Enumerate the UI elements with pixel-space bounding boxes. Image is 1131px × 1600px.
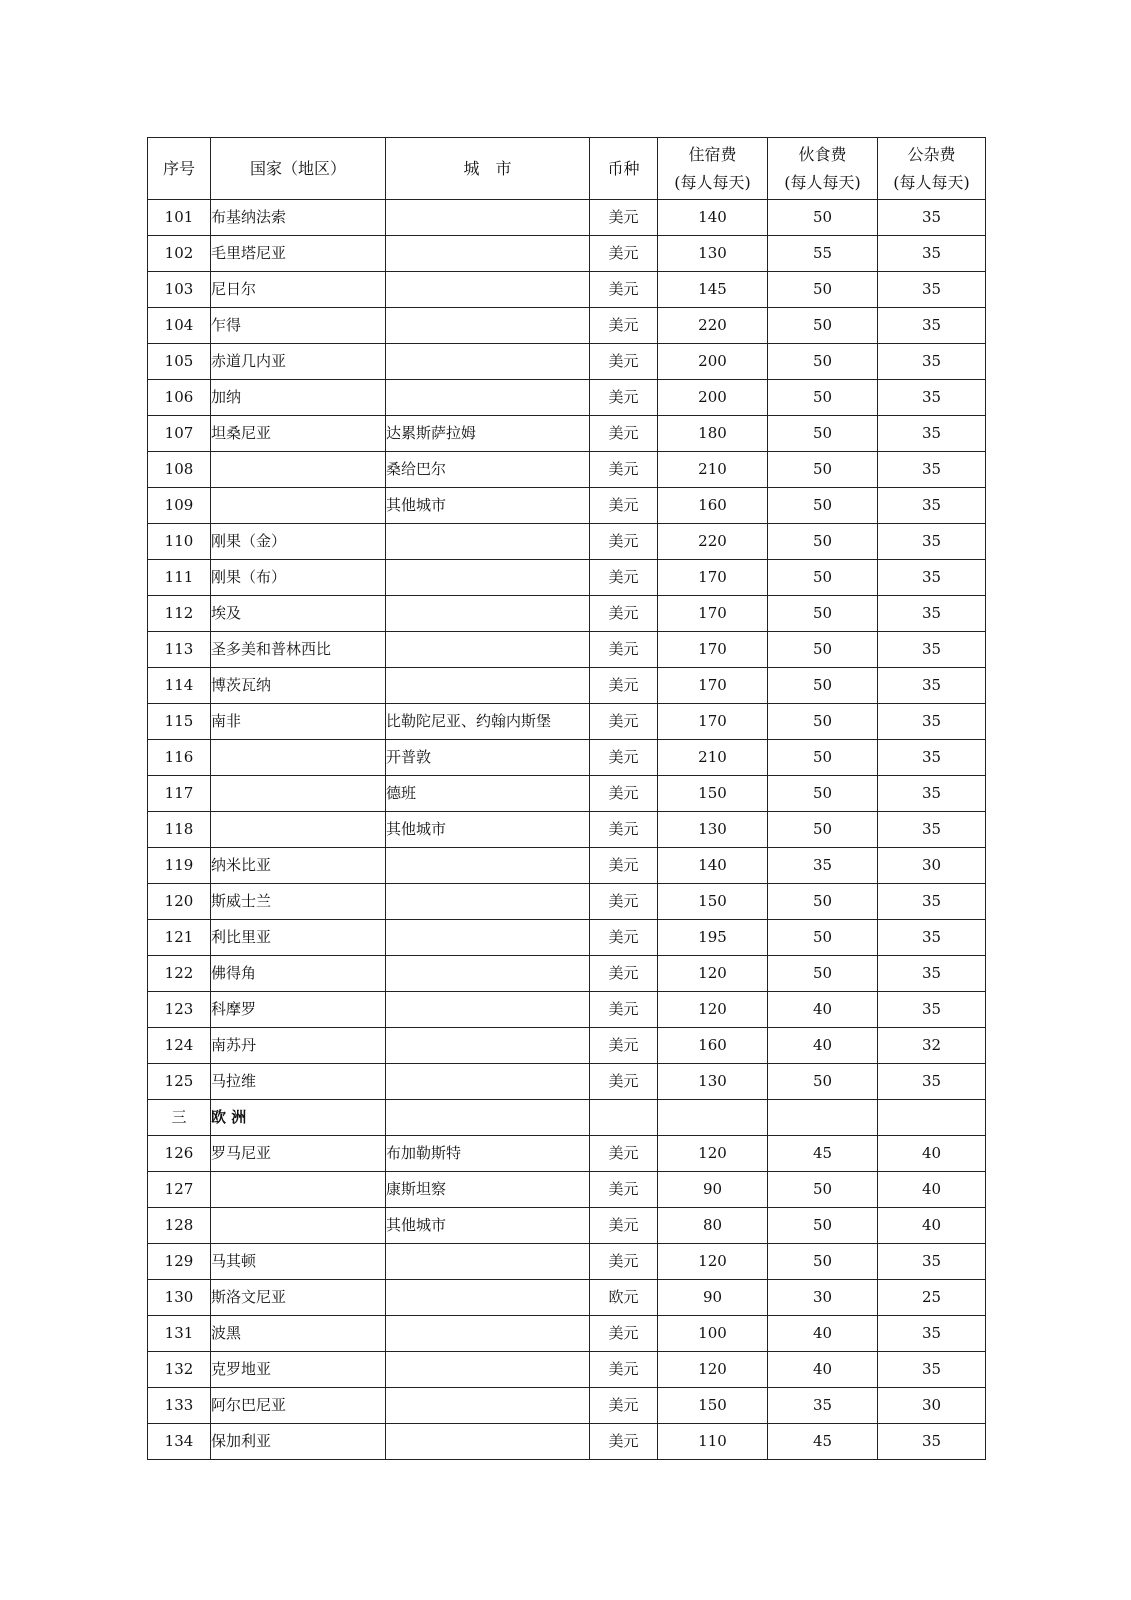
cell-no: 109 [148, 488, 211, 524]
cell-meals: 50 [768, 380, 878, 416]
table-row [148, 416, 986, 452]
cell-country: 布基纳法索 [211, 200, 386, 236]
cell-misc: 35 [878, 560, 986, 596]
cell-city [386, 596, 590, 632]
header-misc-title: 公杂费 [907, 144, 956, 164]
cell-currency: 美元 [590, 1316, 658, 1352]
cell-city [386, 200, 590, 236]
cell-meals: 35 [768, 1388, 878, 1424]
cell-meals: 50 [768, 200, 878, 236]
cell-city [386, 524, 590, 560]
cell-meals: 30 [768, 1280, 878, 1316]
cell-city [386, 1100, 590, 1136]
cell-no: 118 [148, 812, 211, 848]
cell-no: 120 [148, 884, 211, 920]
cell-no: 123 [148, 992, 211, 1028]
cell-city [386, 272, 590, 308]
header-meals [768, 138, 878, 200]
cell-city [386, 1388, 590, 1424]
cell-country [211, 1208, 386, 1244]
cell-misc: 30 [878, 1388, 986, 1424]
cell-meals: 50 [768, 524, 878, 560]
section-row [148, 1100, 986, 1136]
cell-lodging: 200 [658, 380, 768, 416]
cell-country: 阿尔巴尼亚 [211, 1388, 386, 1424]
cell-currency: 美元 [590, 920, 658, 956]
cell-country: 克罗地亚 [211, 1352, 386, 1388]
cell-meals: 40 [768, 1352, 878, 1388]
cell-misc: 35 [878, 740, 986, 776]
cell-country: 波黑 [211, 1316, 386, 1352]
cell-currency: 美元 [590, 1172, 658, 1208]
cell-currency: 美元 [590, 200, 658, 236]
cell-city [386, 1352, 590, 1388]
cell-misc: 35 [878, 1064, 986, 1100]
cell-misc: 32 [878, 1028, 986, 1064]
cell-country: 马其顿 [211, 1244, 386, 1280]
cell-meals: 50 [768, 416, 878, 452]
expense-rate-table [147, 137, 986, 1460]
cell-country: 纳米比亚 [211, 848, 386, 884]
cell-meals: 50 [768, 740, 878, 776]
cell-city [386, 848, 590, 884]
cell-meals: 40 [768, 1316, 878, 1352]
cell-misc: 30 [878, 848, 986, 884]
cell-city: 康斯坦察 [386, 1172, 590, 1208]
cell-meals: 50 [768, 308, 878, 344]
cell-lodging: 130 [658, 1064, 768, 1100]
cell-lodging: 120 [658, 1352, 768, 1388]
cell-misc: 35 [878, 236, 986, 272]
cell-no: 130 [148, 1280, 211, 1316]
cell-lodging: 200 [658, 344, 768, 380]
cell-lodging: 80 [658, 1208, 768, 1244]
cell-currency: 美元 [590, 1136, 658, 1172]
cell-misc [878, 1100, 986, 1136]
cell-city [386, 1028, 590, 1064]
cell-lodging: 120 [658, 1136, 768, 1172]
table-row [148, 308, 986, 344]
cell-country: 尼日尔 [211, 272, 386, 308]
table-row [148, 956, 986, 992]
cell-meals: 40 [768, 1028, 878, 1064]
cell-lodging: 150 [658, 1388, 768, 1424]
cell-no: 104 [148, 308, 211, 344]
cell-city [386, 632, 590, 668]
cell-misc: 25 [878, 1280, 986, 1316]
cell-lodging: 150 [658, 776, 768, 812]
table-row [148, 452, 986, 488]
cell-currency: 美元 [590, 1208, 658, 1244]
table-row [148, 812, 986, 848]
cell-city: 其他城市 [386, 1208, 590, 1244]
cell-currency: 美元 [590, 884, 658, 920]
cell-city [386, 992, 590, 1028]
cell-city [386, 1316, 590, 1352]
cell-currency: 美元 [590, 596, 658, 632]
header-meals-title: 伙食费 [798, 144, 847, 164]
cell-city [386, 380, 590, 416]
cell-meals: 50 [768, 596, 878, 632]
table-row [148, 1244, 986, 1280]
cell-city: 桑给巴尔 [386, 452, 590, 488]
cell-no: 124 [148, 1028, 211, 1064]
table-row [148, 236, 986, 272]
table-row [148, 992, 986, 1028]
cell-city [386, 920, 590, 956]
cell-city: 布加勒斯特 [386, 1136, 590, 1172]
cell-no: 127 [148, 1172, 211, 1208]
cell-country: 斯威士兰 [211, 884, 386, 920]
cell-no: 105 [148, 344, 211, 380]
cell-city [386, 308, 590, 344]
cell-country [211, 1172, 386, 1208]
table-row [148, 1028, 986, 1064]
cell-no: 126 [148, 1136, 211, 1172]
cell-meals: 50 [768, 776, 878, 812]
cell-meals: 50 [768, 1208, 878, 1244]
cell-no: 107 [148, 416, 211, 452]
cell-meals: 50 [768, 704, 878, 740]
cell-lodging: 120 [658, 1244, 768, 1280]
cell-country: 赤道几内亚 [211, 344, 386, 380]
header-city: 城 市 [386, 138, 590, 200]
cell-city [386, 668, 590, 704]
header-country: 国家（地区） [211, 138, 386, 200]
table-body [148, 200, 986, 1460]
cell-currency [590, 1100, 658, 1136]
cell-misc: 35 [878, 812, 986, 848]
cell-meals: 50 [768, 668, 878, 704]
cell-lodging: 170 [658, 596, 768, 632]
cell-no: 131 [148, 1316, 211, 1352]
cell-city [386, 236, 590, 272]
cell-currency: 美元 [590, 1064, 658, 1100]
cell-country: 刚果（布） [211, 560, 386, 596]
cell-country: 坦桑尼亚 [211, 416, 386, 452]
cell-no: 115 [148, 704, 211, 740]
cell-country: 保加利亚 [211, 1424, 386, 1460]
cell-city [386, 1280, 590, 1316]
cell-meals: 50 [768, 488, 878, 524]
header-misc-unit: (每人每天) [893, 172, 970, 192]
cell-currency: 美元 [590, 776, 658, 812]
cell-misc: 35 [878, 668, 986, 704]
cell-country [211, 488, 386, 524]
cell-misc: 35 [878, 956, 986, 992]
cell-no: 133 [148, 1388, 211, 1424]
cell-meals: 35 [768, 848, 878, 884]
cell-currency: 美元 [590, 740, 658, 776]
cell-misc: 35 [878, 272, 986, 308]
cell-lodging: 130 [658, 236, 768, 272]
cell-no: 111 [148, 560, 211, 596]
cell-lodging: 110 [658, 1424, 768, 1460]
cell-country [211, 452, 386, 488]
cell-misc: 35 [878, 416, 986, 452]
cell-meals: 50 [768, 560, 878, 596]
cell-city [386, 560, 590, 596]
cell-lodging: 90 [658, 1172, 768, 1208]
cell-lodging: 180 [658, 416, 768, 452]
cell-meals: 50 [768, 632, 878, 668]
cell-lodging: 120 [658, 956, 768, 992]
cell-meals: 55 [768, 236, 878, 272]
cell-currency: 美元 [590, 668, 658, 704]
cell-country [211, 812, 386, 848]
cell-city [386, 1064, 590, 1100]
table-row [148, 1352, 986, 1388]
cell-city: 德班 [386, 776, 590, 812]
cell-lodging: 100 [658, 1316, 768, 1352]
cell-meals: 50 [768, 1064, 878, 1100]
cell-misc: 35 [878, 1316, 986, 1352]
cell-country: 埃及 [211, 596, 386, 632]
cell-lodging: 170 [658, 560, 768, 596]
cell-misc: 40 [878, 1172, 986, 1208]
cell-country: 利比里亚 [211, 920, 386, 956]
cell-currency: 美元 [590, 416, 658, 452]
cell-misc: 35 [878, 200, 986, 236]
cell-currency: 美元 [590, 956, 658, 992]
cell-city [386, 956, 590, 992]
cell-misc: 35 [878, 1424, 986, 1460]
cell-meals: 50 [768, 452, 878, 488]
cell-country: 佛得角 [211, 956, 386, 992]
cell-currency: 美元 [590, 848, 658, 884]
cell-no: 114 [148, 668, 211, 704]
cell-lodging: 130 [658, 812, 768, 848]
table-row [148, 272, 986, 308]
cell-lodging: 160 [658, 1028, 768, 1064]
header-lodging-unit: (每人每天) [674, 172, 751, 192]
cell-misc: 35 [878, 344, 986, 380]
cell-no: 110 [148, 524, 211, 560]
table-row [148, 488, 986, 524]
table-row [148, 1136, 986, 1172]
cell-no: 102 [148, 236, 211, 272]
cell-country: 乍得 [211, 308, 386, 344]
cell-city: 比勒陀尼亚、约翰内斯堡 [386, 704, 590, 740]
cell-meals: 50 [768, 884, 878, 920]
cell-misc: 35 [878, 1352, 986, 1388]
header-lodging-title: 住宿费 [688, 144, 737, 164]
cell-city [386, 1244, 590, 1280]
table-row [148, 560, 986, 596]
cell-lodging: 140 [658, 200, 768, 236]
cell-lodging: 170 [658, 668, 768, 704]
cell-currency: 美元 [590, 632, 658, 668]
cell-city: 其他城市 [386, 812, 590, 848]
header-no: 序号 [148, 138, 211, 200]
cell-currency: 美元 [590, 380, 658, 416]
header-misc [878, 138, 986, 200]
cell-lodging: 120 [658, 992, 768, 1028]
cell-no: 129 [148, 1244, 211, 1280]
cell-country: 马拉维 [211, 1064, 386, 1100]
table-row [148, 1064, 986, 1100]
cell-no: 122 [148, 956, 211, 992]
cell-currency: 美元 [590, 524, 658, 560]
cell-misc: 35 [878, 596, 986, 632]
table-row [148, 632, 986, 668]
cell-currency: 美元 [590, 272, 658, 308]
cell-misc: 40 [878, 1208, 986, 1244]
cell-no: 121 [148, 920, 211, 956]
cell-misc: 35 [878, 308, 986, 344]
table-row [148, 776, 986, 812]
cell-lodging: 160 [658, 488, 768, 524]
cell-no: 106 [148, 380, 211, 416]
cell-country [211, 776, 386, 812]
table-row [148, 1424, 986, 1460]
cell-lodging: 170 [658, 704, 768, 740]
cell-country: 刚果（金） [211, 524, 386, 560]
cell-city: 达累斯萨拉姆 [386, 416, 590, 452]
cell-no: 132 [148, 1352, 211, 1388]
cell-lodging: 210 [658, 452, 768, 488]
cell-country: 毛里塔尼亚 [211, 236, 386, 272]
table-row [148, 848, 986, 884]
cell-misc: 35 [878, 704, 986, 740]
cell-misc: 35 [878, 488, 986, 524]
cell-currency: 美元 [590, 1028, 658, 1064]
table-row [148, 1280, 986, 1316]
cell-lodging [658, 1100, 768, 1136]
cell-lodging: 90 [658, 1280, 768, 1316]
cell-currency: 美元 [590, 452, 658, 488]
cell-city: 其他城市 [386, 488, 590, 524]
cell-meals: 50 [768, 272, 878, 308]
table-row [148, 1388, 986, 1424]
cell-lodging: 210 [658, 740, 768, 776]
cell-meals: 50 [768, 1172, 878, 1208]
cell-meals: 50 [768, 920, 878, 956]
cell-lodging: 195 [658, 920, 768, 956]
cell-no: 117 [148, 776, 211, 812]
cell-country [211, 740, 386, 776]
cell-currency: 美元 [590, 344, 658, 380]
cell-misc: 35 [878, 992, 986, 1028]
cell-country: 南非 [211, 704, 386, 740]
cell-currency: 美元 [590, 308, 658, 344]
cell-no: 112 [148, 596, 211, 632]
table-row [148, 704, 986, 740]
cell-meals: 45 [768, 1136, 878, 1172]
header-lodging [658, 138, 768, 200]
cell-misc: 35 [878, 524, 986, 560]
cell-misc: 35 [878, 920, 986, 956]
cell-meals: 40 [768, 992, 878, 1028]
cell-currency: 美元 [590, 1424, 658, 1460]
cell-currency: 美元 [590, 560, 658, 596]
cell-country: 加纳 [211, 380, 386, 416]
cell-no: 108 [148, 452, 211, 488]
cell-city [386, 344, 590, 380]
table-row [148, 1316, 986, 1352]
cell-meals: 50 [768, 956, 878, 992]
cell-country: 欧 洲 [211, 1100, 386, 1136]
cell-no: 134 [148, 1424, 211, 1460]
cell-no: 125 [148, 1064, 211, 1100]
cell-meals: 45 [768, 1424, 878, 1460]
table-row [148, 380, 986, 416]
cell-currency: 美元 [590, 992, 658, 1028]
cell-city [386, 1424, 590, 1460]
cell-meals [768, 1100, 878, 1136]
cell-misc: 35 [878, 884, 986, 920]
cell-country: 罗马尼亚 [211, 1136, 386, 1172]
cell-lodging: 220 [658, 524, 768, 560]
cell-country: 圣多美和普林西比 [211, 632, 386, 668]
cell-misc: 35 [878, 452, 986, 488]
cell-currency: 美元 [590, 236, 658, 272]
cell-no: 103 [148, 272, 211, 308]
table-row [148, 1172, 986, 1208]
cell-no: 116 [148, 740, 211, 776]
cell-lodging: 170 [658, 632, 768, 668]
table-row [148, 1208, 986, 1244]
header-meals-unit: (每人每天) [784, 172, 861, 192]
cell-currency: 美元 [590, 488, 658, 524]
table-row [148, 596, 986, 632]
table-row [148, 524, 986, 560]
cell-lodging: 145 [658, 272, 768, 308]
table-row [148, 344, 986, 380]
cell-misc: 35 [878, 380, 986, 416]
cell-currency: 美元 [590, 704, 658, 740]
cell-country: 斯洛文尼亚 [211, 1280, 386, 1316]
table-row [148, 668, 986, 704]
cell-no: 119 [148, 848, 211, 884]
cell-meals: 50 [768, 1244, 878, 1280]
cell-lodging: 150 [658, 884, 768, 920]
cell-country: 科摩罗 [211, 992, 386, 1028]
table-row [148, 920, 986, 956]
cell-currency: 美元 [590, 1388, 658, 1424]
cell-city: 开普敦 [386, 740, 590, 776]
cell-lodging: 220 [658, 308, 768, 344]
cell-misc: 40 [878, 1136, 986, 1172]
cell-no: 113 [148, 632, 211, 668]
cell-misc: 35 [878, 632, 986, 668]
table-row [148, 884, 986, 920]
table-header-row [148, 138, 986, 200]
cell-misc: 35 [878, 1244, 986, 1280]
table-row [148, 740, 986, 776]
cell-currency: 美元 [590, 812, 658, 848]
cell-currency: 欧元 [590, 1280, 658, 1316]
cell-meals: 50 [768, 812, 878, 848]
table-row [148, 200, 986, 236]
header-currency: 币种 [590, 138, 658, 200]
cell-currency: 美元 [590, 1244, 658, 1280]
cell-no: 128 [148, 1208, 211, 1244]
cell-lodging: 140 [658, 848, 768, 884]
cell-meals: 50 [768, 344, 878, 380]
cell-misc: 35 [878, 776, 986, 812]
cell-no: 101 [148, 200, 211, 236]
cell-no: 三 [148, 1100, 211, 1136]
cell-city [386, 884, 590, 920]
cell-currency: 美元 [590, 1352, 658, 1388]
cell-country: 博茨瓦纳 [211, 668, 386, 704]
cell-country: 南苏丹 [211, 1028, 386, 1064]
